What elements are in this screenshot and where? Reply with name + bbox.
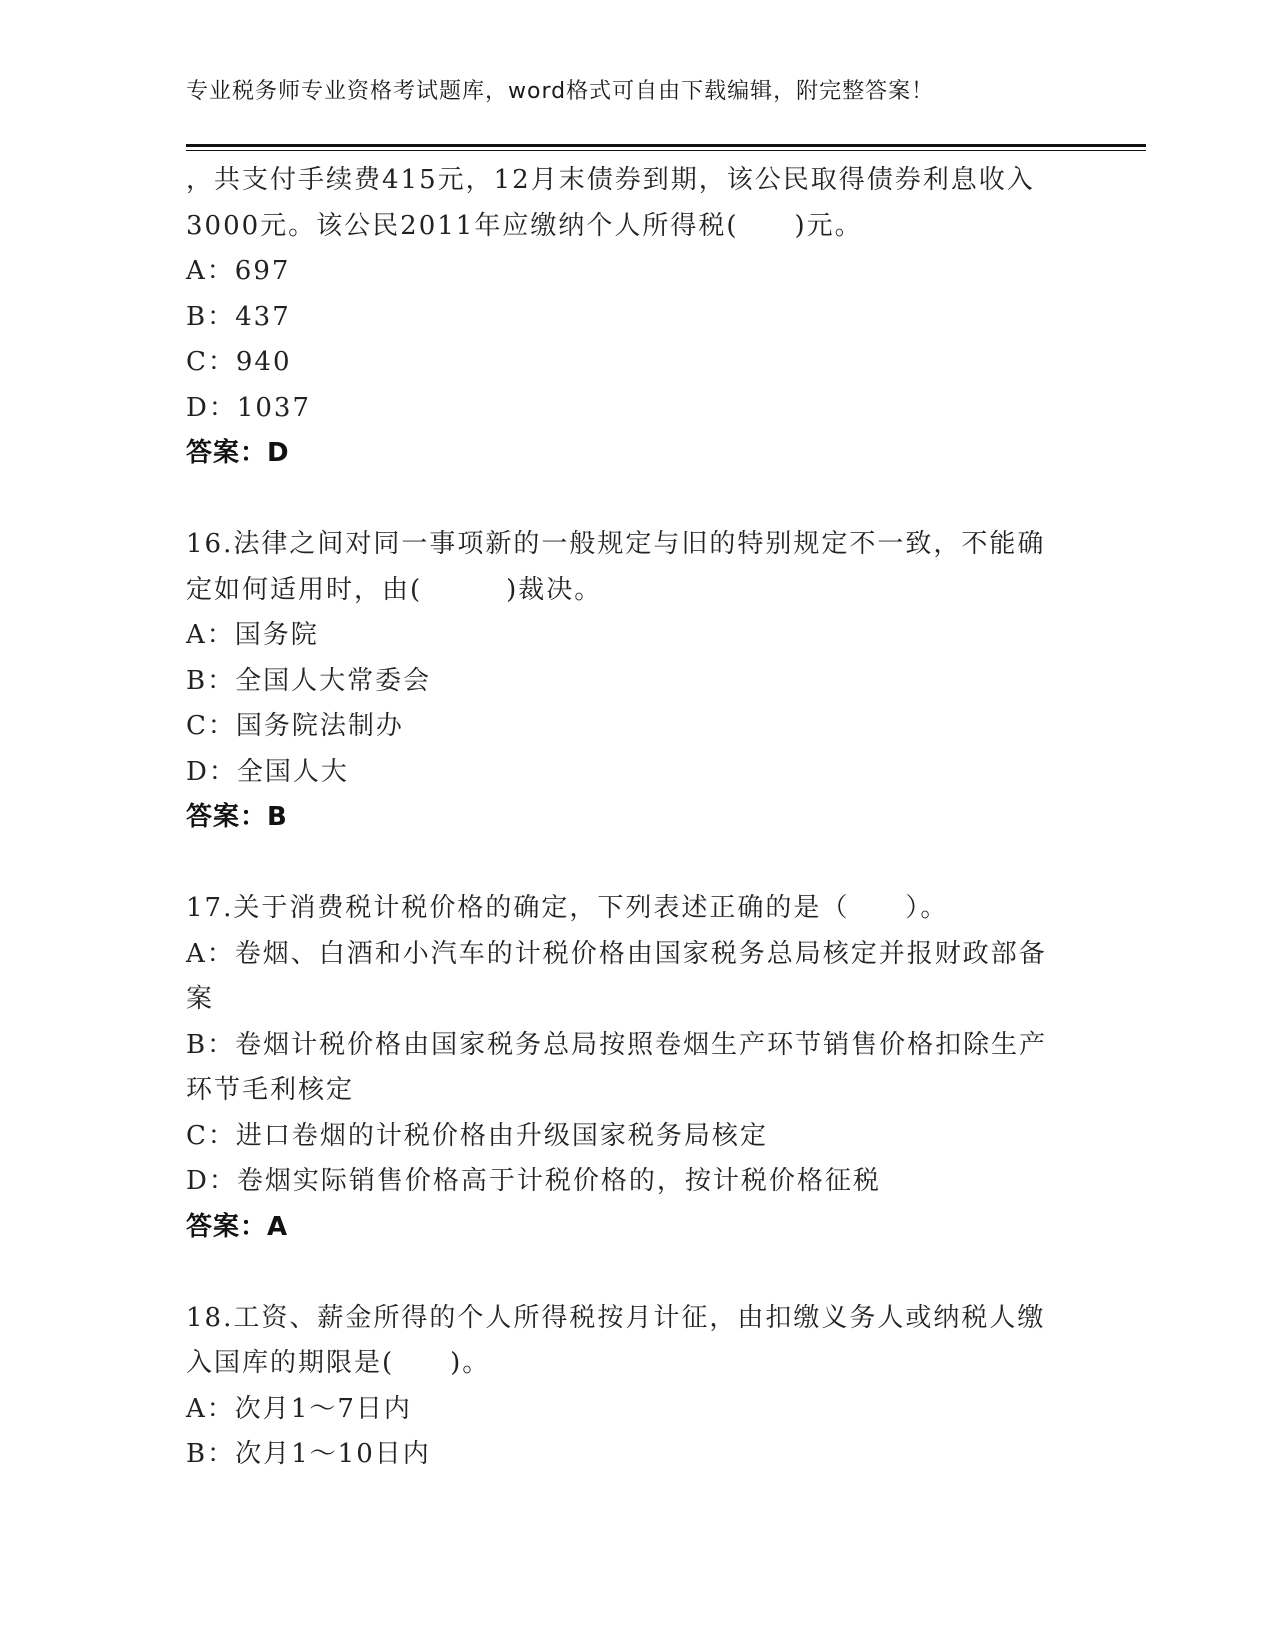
question-16: [186, 522, 1066, 841]
question-spacer: [186, 1250, 1066, 1296]
option-d: D：卷烟实际销售价格高于计税价格的，按计税价格征税: [186, 1166, 881, 1196]
option-a: A：卷烟、白酒和小汽车的计税价格由国家税务总局核定并报财政部备: [186, 938, 1047, 969]
question-stem-line: 16.法律之间对同一事项新的一般规定与旧的特别规定不一致，不能确: [186, 529, 1046, 559]
question-18: [186, 1296, 1066, 1478]
question-spacer: [186, 477, 1066, 523]
header-rule-thick: [186, 144, 1146, 147]
option-d: D：全国人大: [186, 756, 349, 787]
option-b: B：437: [186, 301, 291, 332]
option-b-continued: 环节毛利核定: [186, 1075, 355, 1105]
option-c: C：940: [186, 347, 292, 377]
page-header: 专业税务师专业资格考试题库，word格式可自由下载编辑，附完整答案！: [186, 79, 935, 104]
option-d: D：1037: [186, 392, 312, 423]
option-a-continued: 案: [186, 984, 215, 1014]
question-15: [186, 158, 1066, 477]
question-stem-line: 17.关于消费税计税价格的确定，下列表述正确的是（ ）。: [186, 893, 949, 923]
option-a: A：国务院: [186, 620, 319, 650]
option-b: B：全国人大常委会: [186, 665, 432, 696]
question-17: [186, 886, 1066, 1250]
option-b: B：次月1～10日内: [186, 1439, 431, 1469]
question-content: [186, 158, 1066, 1478]
option-c: C：进口卷烟的计税价格由升级国家税务局核定: [186, 1120, 768, 1151]
option-b: B：卷烟计税价格由国家税务总局按照卷烟生产环节销售价格扣除生产: [186, 1029, 1048, 1060]
question-stem-line: ，共支付手续费415元，12月末债券到期，该公民取得债券利息收入: [186, 165, 1035, 195]
answer-line: 答案：D: [186, 438, 290, 468]
question-stem-line: 3000元。该公民2011年应缴纳个人所得税( )元。: [186, 210, 863, 241]
header-rule-thin: [186, 150, 1146, 151]
question-stem-line: 18.工资、薪金所得的个人所得税按月计征，由扣缴义务人或纳税人缴: [186, 1302, 1046, 1333]
question-stem-line: 入国库的期限是( )。: [186, 1348, 491, 1378]
question-spacer: [186, 841, 1066, 887]
answer-line: 答案：A: [186, 1211, 289, 1242]
option-a: A：次月1～7日内: [186, 1393, 412, 1424]
question-stem-line: 定如何适用时，由( )裁决。: [186, 574, 603, 605]
answer-line: 答案：B: [186, 802, 288, 832]
option-c: C：国务院法制办: [186, 711, 404, 741]
option-a: A：697: [186, 256, 291, 286]
